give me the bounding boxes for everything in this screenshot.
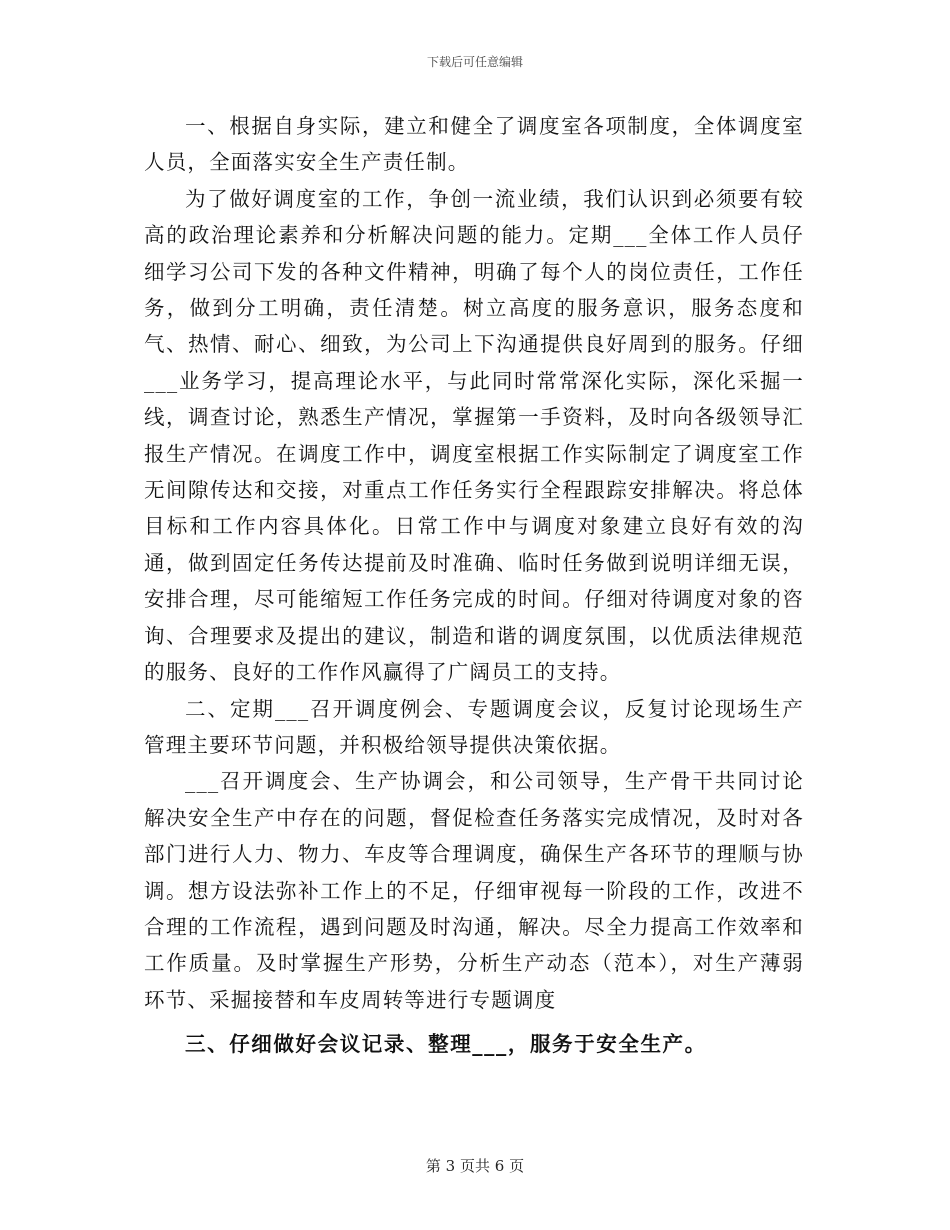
page-header-note: 下载后可任意编辑	[426, 55, 523, 69]
paragraph-3: 二、定期___召开调度例会、专题调度会议，反复讨论现场生产管理主要环节问题，并积极给领导提供决策依据。	[144, 696, 804, 757]
paragraph-1: 一、根据自身实际，建立和健全了调度室各项制度，全体调度室人员，全面落实安全生产责任制。	[144, 114, 804, 175]
page-number: 第 3 页共 6 页	[425, 1157, 525, 1175]
section-heading-3: 三、仔细做好会议记录、整理___，服务于安全生产。	[185, 1032, 707, 1057]
paragraph-4: ___召开调度会、生产协调会，和公司领导，生产骨干共同讨论解决安全生产中存在的问题，督促检查任务落实完成情况，及时对各部门进行人力、物力、车皮等合理调度，确保生产各环节的理顺与协调。想方设法弥补工作上的不足，仔细审视每一阶段的工作，改进不合理的工作流程，遇到问题及时沟通，解决。尽全力提高工作效率和工作质量。及时掌握生产形势，分析生产动态（范本），对生产薄弱环节、采掘接替和车皮周转等进行专题调度	[144, 769, 804, 1012]
document-body	[144, 108, 804, 1063]
paragraph-2: 为了做好调度室的工作，争创一流业绩，我们认识到必须要有较高的政治理论素养和分析解决问题的能力。定期___全体工作人员仔细学习公司下发的各种文件精神，明确了每个人的岗位责任，工作任务，做到分工明确，责任清楚。树立高度的服务意识，服务态度和气、热情、耐心、细致，为公司上下沟通提供良好周到的服务。仔细___业务学习，提高理论水平，与此同时常常深化实际，深化采掘一线，调查讨论，熟悉生产情况，掌握第一手资料，及时向各级领导汇报生产情况。在调度工作中，调度室根据工作实际制定了调度室工作无间隙传达和交接，对重点工作任务实行全程跟踪安排解决。将总体目标和工作内容具体化。日常工作中与调度对象建立良好有效的沟通，做到固定任务传达提前及时准确、临时任务做到说明详细无误，安排合理，尽可能缩短工作任务完成的时间。仔细对待调度对象的咨询、合理要求及提出的建议，制造和谐的调度氛围，以优质法律规范的服务、良好的工作作风赢得了广阔员工的支持。	[144, 186, 804, 685]
